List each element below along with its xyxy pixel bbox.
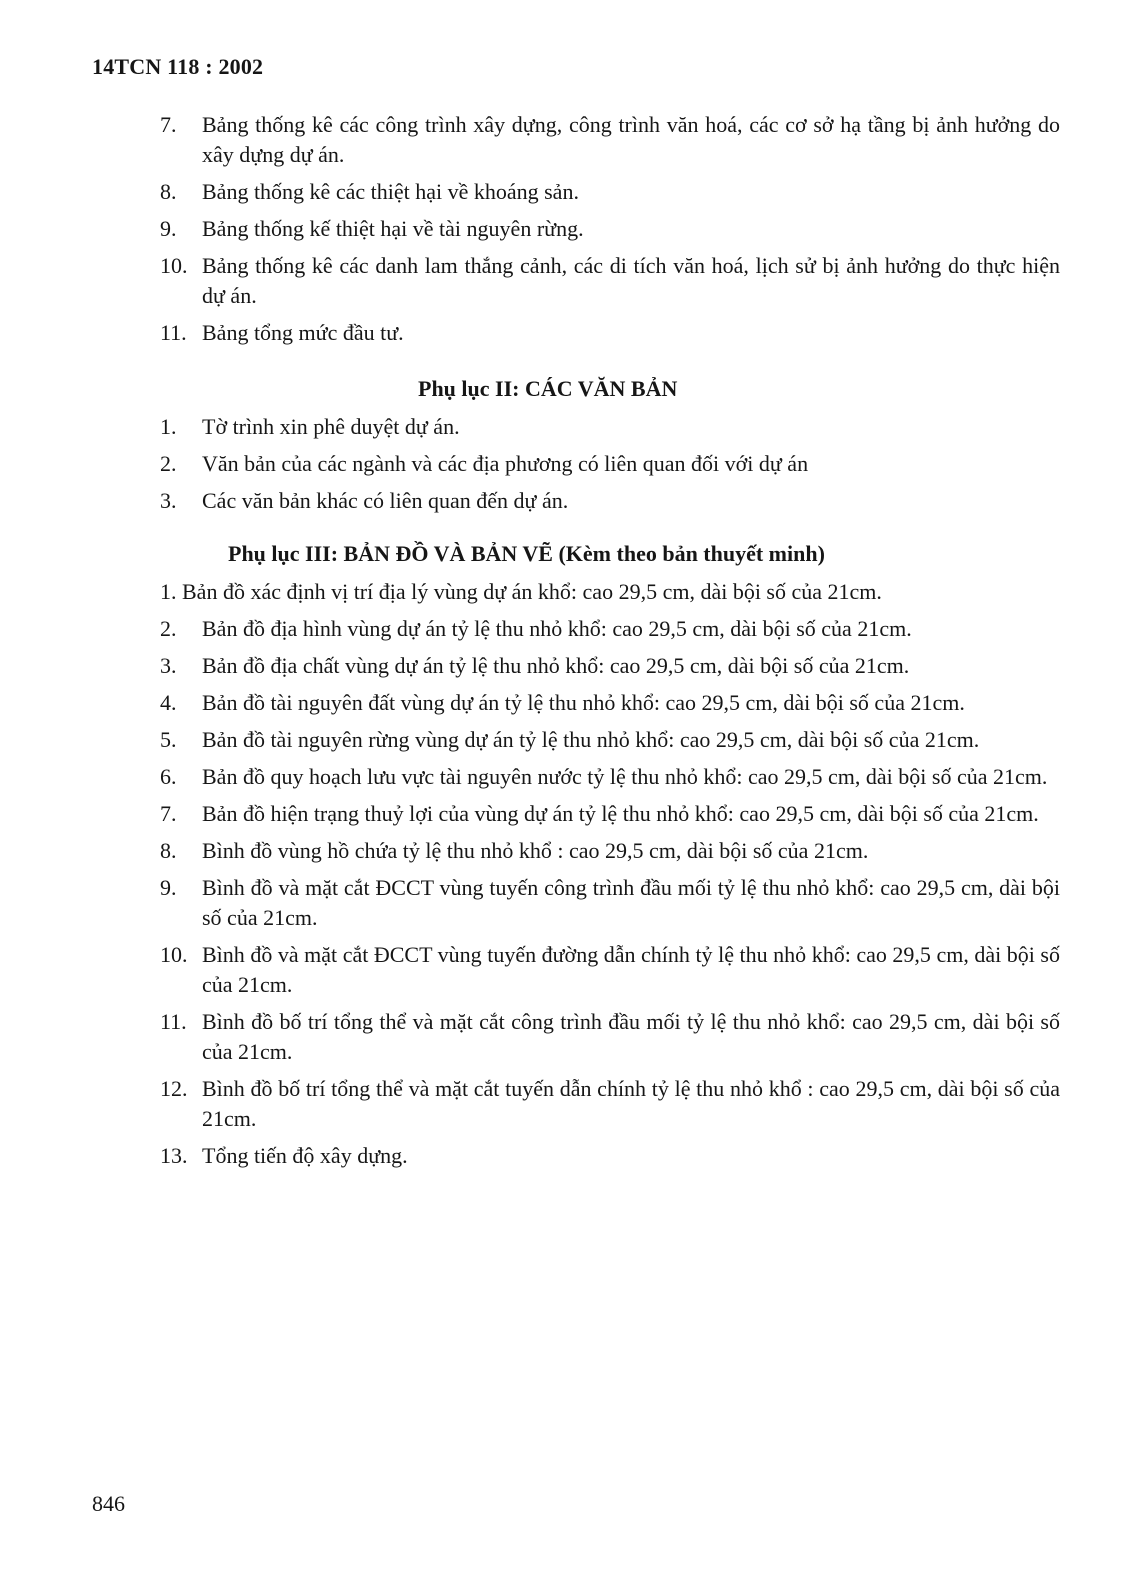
item-number: 6.: [160, 764, 177, 789]
item-text: Bản đồ địa hình vùng dự án tỷ lệ thu nhỏ khổ: cao 29,5 cm, dài bội số của 21cm.: [202, 616, 912, 641]
item-number: 10.: [160, 253, 188, 278]
appendix-i-list-continued: [160, 110, 1060, 355]
item-text: Tổng tiến độ xây dựng.: [202, 1143, 408, 1168]
item-text: Bình đồ bố trí tổng thể và mặt cắt tuyến dẫn chính tỷ lệ thu nhỏ khổ : cao 29,5 cm, dài bội số của 21cm.: [202, 1076, 1060, 1131]
appendix-iii-title: Phụ lục III: BẢN ĐỒ VÀ BẢN VẼ (Kèm theo bản thuyết minh): [228, 541, 825, 566]
list-item: [160, 614, 1060, 644]
list-item: [160, 873, 1060, 933]
item-number: 2.: [160, 451, 177, 476]
item-text: Bản đồ địa chất vùng dự án tỷ lệ thu nhỏ khổ: cao 29,5 cm, dài bội số của 21cm.: [202, 653, 910, 678]
list-item: [160, 449, 1060, 479]
list-item: [160, 577, 1060, 607]
list-item: [160, 799, 1060, 829]
item-text: Bảng tổng mức đầu tư.: [202, 320, 404, 345]
item-number: 7.: [160, 112, 177, 137]
appendix-ii-list: [160, 412, 1060, 523]
item-number: 10.: [160, 942, 188, 967]
item-text: Bảng thống kê các công trình xây dựng, công trình văn hoá, các cơ sở hạ tầng bị ảnh hưởng do xây dựng dự án.: [202, 112, 1060, 167]
document-code: 14TCN 118 : 2002: [92, 54, 264, 79]
item-text: Tờ trình xin phê duyệt dự án.: [202, 414, 460, 439]
appendix-iii-list: [160, 577, 1060, 1178]
list-item: [160, 318, 1060, 348]
item-number: 5.: [160, 727, 177, 752]
item-text: Bình đồ bố trí tổng thể và mặt cắt công trình đầu mối tỷ lệ thu nhỏ khổ: cao 29,5 cm, dài bội số của 21cm.: [202, 1009, 1060, 1064]
list-item: [160, 688, 1060, 718]
list-item: [160, 1074, 1060, 1134]
item-number: 8.: [160, 838, 177, 863]
item-text: Bản đồ tài nguyên đất vùng dự án tỷ lệ thu nhỏ khổ: cao 29,5 cm, dài bội số của 21cm.: [202, 690, 965, 715]
item-number: 13.: [160, 1143, 188, 1168]
item-number: 9.: [160, 216, 177, 241]
item-text: Bản đồ tài nguyên rừng vùng dự án tỷ lệ thu nhỏ khổ: cao 29,5 cm, dài bội số của 21cm.: [202, 727, 980, 752]
item-number: 3.: [160, 653, 177, 678]
list-item: [160, 940, 1060, 1000]
list-item: [160, 110, 1060, 170]
item-text: Bảng thống kê các danh lam thắng cảnh, các di tích văn hoá, lịch sử bị ảnh hưởng do thực hiện dự án.: [202, 253, 1060, 308]
list-item: [160, 214, 1060, 244]
item-text: Bình đồ vùng hồ chứa tỷ lệ thu nhỏ khổ : cao 29,5 cm, dài bội số của 21cm.: [202, 838, 869, 863]
list-item: [160, 1141, 1060, 1171]
list-item: [160, 836, 1060, 866]
appendix-ii-title: Phụ lục II: CÁC VĂN BẢN: [418, 376, 678, 401]
list-item: [160, 412, 1060, 442]
list-item: [160, 1007, 1060, 1067]
list-item: [160, 486, 1060, 516]
item-number: 4.: [160, 690, 177, 715]
item-text: Bình đồ và mặt cắt ĐCCT vùng tuyến đường dẫn chính tỷ lệ thu nhỏ khổ: cao 29,5 cm, dài bội số của 21cm.: [202, 942, 1060, 997]
item-number: 2.: [160, 616, 177, 641]
item-number: 1.: [160, 579, 177, 604]
item-number: 1.: [160, 414, 177, 439]
item-text: Bảng thống kế thiệt hại về tài nguyên rừng.: [202, 216, 584, 241]
item-number: 8.: [160, 179, 177, 204]
list-item: [160, 177, 1060, 207]
item-number: 11.: [160, 1009, 187, 1034]
item-number: 7.: [160, 801, 177, 826]
list-item: [160, 651, 1060, 681]
item-number: 11.: [160, 320, 187, 345]
item-text: Các văn bản khác có liên quan đến dự án.: [202, 488, 569, 513]
list-item: [160, 251, 1060, 311]
item-text: Văn bản của các ngành và các địa phương có liên quan đối với dự án: [202, 451, 809, 476]
item-text: Bình đồ và mặt cắt ĐCCT vùng tuyến công trình đầu mối tỷ lệ thu nhỏ khổ: cao 29,5 cm, dài bội số của 21cm.: [202, 875, 1060, 930]
item-number: 9.: [160, 875, 177, 900]
item-text: Bản đồ hiện trạng thuỷ lợi của vùng dự án tỷ lệ thu nhỏ khổ: cao 29,5 cm, dài bội số của 21cm.: [202, 801, 1039, 826]
page-number: 846: [92, 1491, 125, 1516]
item-text: Bản đồ quy hoạch lưu vực tài nguyên nước tỷ lệ thu nhỏ khổ: cao 29,5 cm, dài bội số của 21cm.: [202, 764, 1048, 789]
list-item: [160, 762, 1060, 792]
item-text: Bản đồ xác định vị trí địa lý vùng dự án khổ: cao 29,5 cm, dài bội số của 21cm.: [182, 579, 882, 604]
item-number: 12.: [160, 1076, 188, 1101]
list-item: [160, 725, 1060, 755]
item-number: 3.: [160, 488, 177, 513]
item-text: Bảng thống kê các thiệt hại về khoáng sản.: [202, 179, 579, 204]
